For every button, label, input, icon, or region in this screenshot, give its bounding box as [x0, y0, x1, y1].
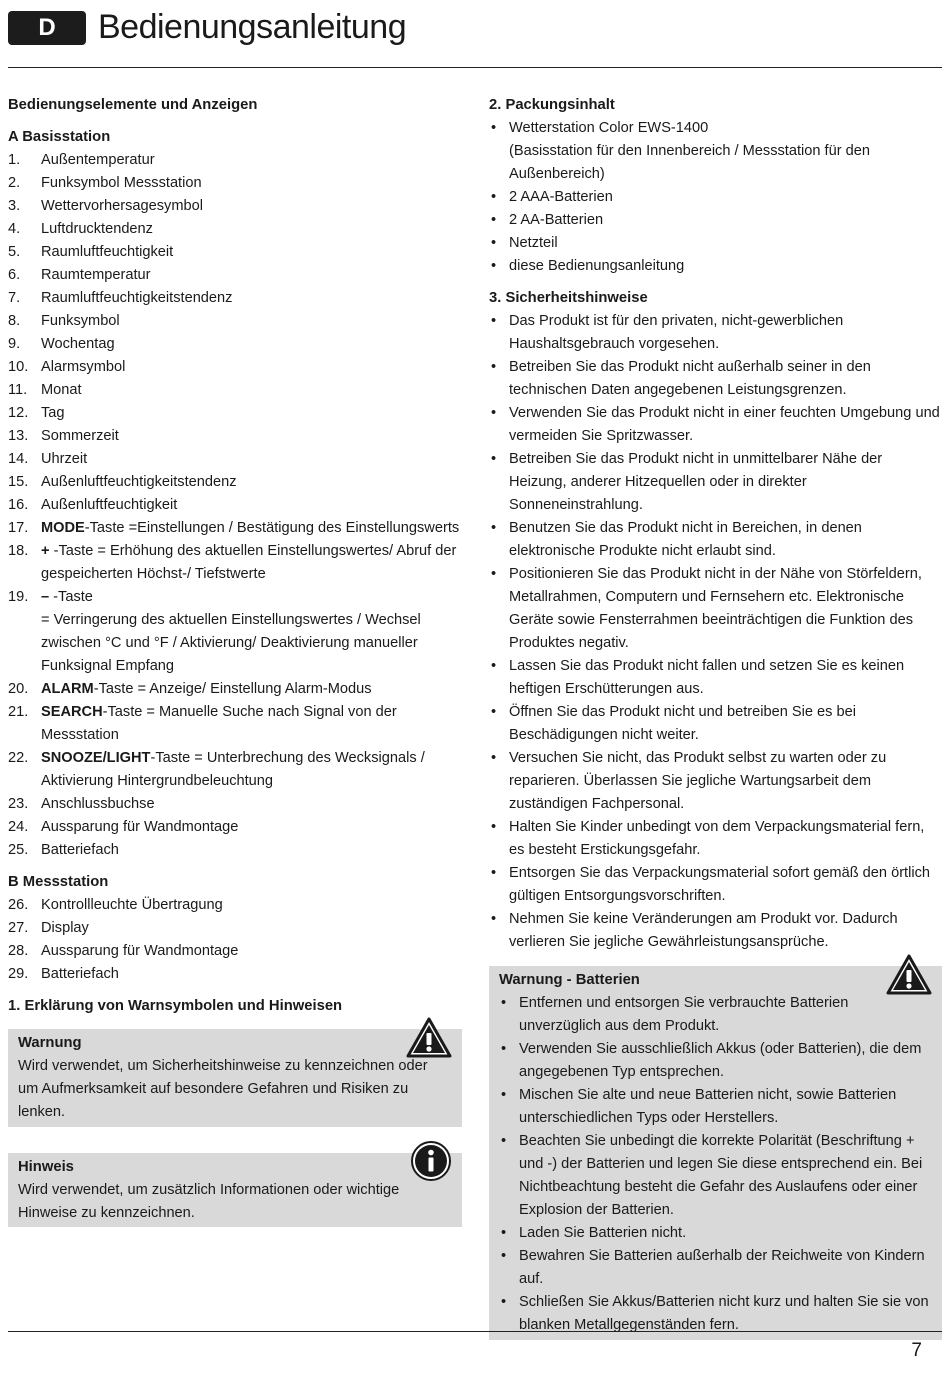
bullet-item: • Benutzen Sie das Produkt nicht in Bereichen, in denen elektronische Produkte nicht erlaubt sind.	[489, 517, 942, 563]
bullet-item: • Wetterstation Color EWS-1400 (Basisstation für den Innenbereich / Messstation für den Außenbereich)	[489, 117, 942, 186]
bullet-item: • Schließen Sie Akkus/Batterien nicht kurz und halten Sie sie von blanken Metallgegenständen fern.	[499, 1291, 932, 1337]
item-text: Funksymbol	[41, 313, 120, 329]
section3-heading: 3. Sicherheitshinweise	[489, 290, 648, 306]
language-badge: D	[8, 11, 86, 45]
page-title: Bedienungsanleitung	[98, 8, 407, 46]
list-item	[8, 287, 462, 310]
key-label: SEARCH	[41, 704, 103, 720]
item-number: 10.	[8, 359, 29, 375]
item-number: 11.	[8, 382, 28, 398]
bullet-item: • Das Produkt ist für den privaten, nicht-gewerblichen Haushaltsgebrauch vorgesehen.	[489, 310, 942, 356]
info-circle-icon	[410, 1140, 452, 1190]
item-number: 14.	[8, 451, 29, 467]
list-item	[8, 172, 462, 195]
item-number: 22.	[8, 750, 29, 766]
note-box	[8, 1153, 462, 1227]
list-item	[8, 747, 462, 793]
item-number: 4.	[8, 221, 21, 237]
bullet-item: • Halten Sie Kinder unbedingt von dem Verpackungsmaterial fern, es besteht Erstickungsgefahr.	[489, 816, 942, 862]
item-number: 8.	[8, 313, 21, 329]
base-station-list	[8, 149, 462, 862]
item-number: 17.	[8, 520, 29, 536]
item-text: -Taste = Unterbrechung des Wecksignals / Aktivierung Hintergrundbeleuchtung	[41, 750, 425, 789]
bullet-item: • Beachten Sie unbedingt die korrekte Polarität (Beschriftung + und -) der Batterien und legen Sie diese entsprechend ein. Bei Nichtbeachtung besteht die Gefahr des Auslaufens oder einer Explosion der Batterien.	[499, 1130, 932, 1222]
list-item	[8, 310, 462, 333]
list-item	[8, 448, 462, 471]
bullet-item: • Nehmen Sie keine Veränderungen am Produkt vor. Dadurch verlieren Sie jegliche Gewährleistungsansprüche.	[489, 908, 942, 954]
list-item	[8, 471, 462, 494]
list-item	[8, 264, 462, 287]
page-number: 7	[911, 1340, 922, 1361]
bullet-item: • Lassen Sie das Produkt nicht fallen und setzen Sie es keinen heftigen Erschütterungen aus.	[489, 655, 942, 701]
item-number: 12.	[8, 405, 29, 421]
item-number: 3.	[8, 198, 21, 214]
bullet-item: • Mischen Sie alte und neue Batterien nicht, sowie Batterien unterschiedlichen Typs oder Herstellers.	[499, 1084, 932, 1130]
bullet-item: • Verwenden Sie ausschließlich Akkus (oder Batterien), die dem angegebenen Typ entsprechen.	[499, 1038, 932, 1084]
item-number: 13.	[8, 428, 29, 444]
list-item	[8, 701, 462, 747]
item-number: 25.	[8, 842, 29, 858]
item-number: 15.	[8, 474, 29, 490]
list-item	[8, 425, 462, 448]
item-number: 24.	[8, 819, 29, 835]
item-number: 18.	[8, 543, 29, 559]
list-item	[8, 241, 462, 264]
bullet-item: • Verwenden Sie das Produkt nicht in einer feuchten Umgebung und vermeiden Sie Spritzwasser.	[489, 402, 942, 448]
item-number: 20.	[8, 681, 29, 697]
item-number: 16.	[8, 497, 29, 513]
item-number: 23.	[8, 796, 29, 812]
remote-station-heading: B Messstation	[8, 874, 109, 890]
bullet-item: • Positionieren Sie das Produkt nicht in der Nähe von Störfeldern, Metallrahmen, Computern und Fernsehern etc. Elektronische Geräte sowie Fensterrahmen beeinträchtigen die Funktion des Produktes negativ.	[489, 563, 942, 655]
section1-heading: 1. Erklärung von Warnsymbolen und Hinweisen	[8, 998, 343, 1014]
item-number: 6.	[8, 267, 21, 283]
bullet-item: • 2 AA-Batterien	[489, 209, 942, 232]
bullet-item: • Bewahren Sie Batterien außerhalb der Reichweite von Kindern auf.	[499, 1245, 932, 1291]
item-text: Funksymbol Messstation	[41, 175, 202, 191]
remote-station-list	[8, 894, 462, 986]
item-text: Außenluftfeuchtigkeitstendenz	[41, 474, 237, 490]
item-number: 19.	[8, 589, 29, 605]
base-station-heading: A Basisstation	[8, 129, 111, 145]
battery-warning-list	[499, 992, 932, 1337]
item-text: Anschlussbuchse	[41, 796, 155, 812]
item-text: Display	[41, 920, 89, 936]
key-label: ALARM	[41, 681, 94, 697]
item-text: Batteriefach	[41, 966, 119, 982]
item-number: 28.	[8, 943, 29, 959]
battery-warning-box	[489, 966, 942, 1340]
right-column	[489, 94, 942, 1340]
list-item	[8, 940, 462, 963]
item-text: Sommerzeit	[41, 428, 119, 444]
warning-triangle-icon	[406, 1017, 452, 1067]
footer-rule	[8, 1331, 942, 1332]
bullet-item: • Versuchen Sie nicht, das Produkt selbst zu warten oder zu reparieren. Überlassen Sie jegliche Wartungsarbeit dem zuständigen Fachpersonal.	[489, 747, 942, 816]
list-item	[8, 963, 462, 986]
list-item	[8, 894, 462, 917]
item-text: Außentemperatur	[41, 152, 155, 168]
item-number: 9.	[8, 336, 21, 352]
package-contents-list	[489, 117, 942, 278]
item-text: -Taste = Manuelle Suche nach Signal von der Messstation	[41, 704, 397, 743]
list-item	[8, 379, 462, 402]
item-number: 7.	[8, 290, 21, 306]
list-item	[8, 402, 462, 425]
bullet-item: • Entfernen und entsorgen Sie verbrauchte Batterien unverzüglich aus dem Produkt.	[499, 992, 932, 1038]
list-item	[8, 540, 462, 586]
list-item	[8, 917, 462, 940]
warning-box	[8, 1029, 462, 1127]
item-text: Außenluftfeuchtigkeit	[41, 497, 178, 513]
item-text: Raumluftfeuchtigkeitstendenz	[41, 290, 233, 306]
item-number: 1.	[8, 152, 21, 168]
list-item	[8, 793, 462, 816]
bullet-item: • diese Bedienungsanleitung	[489, 255, 942, 278]
warning-title: Warnung	[18, 1035, 82, 1051]
left-column	[8, 94, 462, 1227]
item-text: Alarmsymbol	[41, 359, 126, 375]
item-text: Wettervorhersagesymbol	[41, 198, 203, 214]
list-item	[8, 149, 462, 172]
list-item	[8, 839, 462, 862]
bullet-item: • Betreiben Sie das Produkt nicht in unmittelbarer Nähe der Heizung, anderer Hitzequellen oder in direkter Sonneneinstrahlung.	[489, 448, 942, 517]
list-item	[8, 678, 462, 701]
item-text: Raumluftfeuchtigkeit	[41, 244, 174, 260]
item-text: Luftdrucktendenz	[41, 221, 153, 237]
item-text: Tag	[41, 405, 65, 421]
item-number: 26.	[8, 897, 29, 913]
section2-heading: 2. Packungsinhalt	[489, 97, 615, 113]
item-text: Monat	[41, 382, 82, 398]
item-text: Batteriefach	[41, 842, 119, 858]
warning-text: Wird verwendet, um Sicherheitshinweise zu kennzeichnen oder um Aufmerksamkeit auf besondere Gefahren und Risiken zu lenken.	[18, 1058, 428, 1120]
bullet-item: • Netzteil	[489, 232, 942, 255]
item-text: Aussparung für Wandmontage	[41, 819, 239, 835]
item-text: Uhrzeit	[41, 451, 88, 467]
item-text: -Taste =Einstellungen / Bestätigung des Einstellungswerts	[84, 520, 460, 536]
list-item	[8, 218, 462, 241]
list-item	[8, 333, 462, 356]
item-number: 5.	[8, 244, 21, 260]
item-number: 29.	[8, 966, 29, 982]
key-label: –	[41, 589, 50, 605]
note-text: Wird verwendet, um zusätzlich Informationen oder wichtige Hinweise zu kennzeichnen.	[18, 1182, 400, 1221]
battery-warning-title: Warnung - Batterien	[499, 972, 640, 988]
list-item	[8, 494, 462, 517]
item-text: Aussparung für Wandmontage	[41, 943, 239, 959]
item-text: -Taste = Verringerung des aktuellen Einstellungswertes / Wechsel zwischen °C und °F / Aktivierung/ Deaktivierung manueller Funksignal Empfang	[41, 589, 421, 674]
note-title: Hinweis	[18, 1159, 74, 1175]
bullet-item: • Öffnen Sie das Produkt nicht und betreiben Sie es bei Beschädigungen nicht weiter.	[489, 701, 942, 747]
list-item	[8, 586, 462, 678]
bullet-item: • 2 AAA-Batterien	[489, 186, 942, 209]
item-text: Raumtemperatur	[41, 267, 151, 283]
safety-list	[489, 310, 942, 954]
item-text: Kontrollleuchte Übertragung	[41, 897, 223, 913]
key-label: MODE	[41, 520, 85, 536]
item-number: 21.	[8, 704, 29, 720]
bullet-item: • Betreiben Sie das Produkt nicht außerhalb seiner in den technischen Daten angegebenen Leistungsgrenzen.	[489, 356, 942, 402]
item-text: Wochentag	[41, 336, 115, 352]
key-label: SNOOZE/LIGHT	[41, 750, 151, 766]
page-header	[8, 10, 942, 68]
item-number: 27.	[8, 920, 29, 936]
list-item	[8, 816, 462, 839]
bullet-item: • Laden Sie Batterien nicht.	[499, 1222, 932, 1245]
list-item	[8, 195, 462, 218]
item-text: -Taste = Erhöhung des aktuellen Einstellungswertes/ Abruf der gespeicherten Höchst-/ Tiefstwerte	[41, 543, 457, 582]
item-number: 2.	[8, 175, 21, 191]
list-item	[8, 356, 462, 379]
item-text: -Taste = Anzeige/ Einstellung Alarm-Modus	[93, 681, 372, 697]
list-item	[8, 517, 462, 540]
controls-heading: Bedienungselemente und Anzeigen	[8, 97, 258, 113]
key-label: +	[41, 543, 50, 559]
bullet-item: • Entsorgen Sie das Verpackungsmaterial sofort gemäß den örtlich gültigen Entsorgungsvorschriften.	[489, 862, 942, 908]
